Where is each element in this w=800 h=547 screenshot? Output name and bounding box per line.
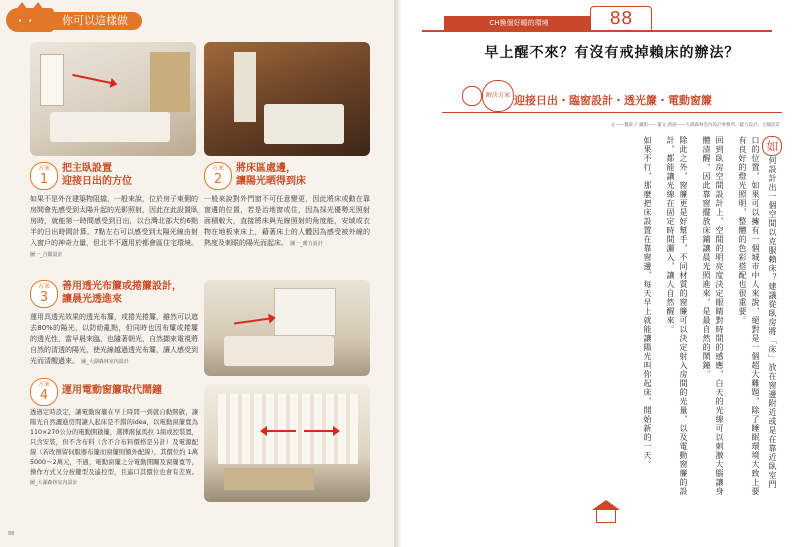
section-3-badge: 方案 3 [30,280,58,308]
section-4-badge: 方案 4 [30,378,58,406]
solution-title: 迎接日出・臨窗設計・透光簾・電動窗簾 [514,94,712,107]
paragraph: 如何設計出一個空間以克服賴床？建議從臥房將「床」放在窗邊附近或是在靠近臥室門口的位置，如果可以擁有一個城市中人來說，絕對是一個超大難題，除了睡眠環境大致上要有良好的燈光照明，整體的色彩搭配也很重要。 [736,136,782,496]
section-3-title: 善用透光布簾或捲簾設計， 讓晨光透進來 [62,281,182,305]
section-4 [30,376,198,516]
arrow-icon [304,430,334,432]
left-header [0,0,394,36]
cat-icon: •• [6,8,54,32]
paragraph: 回到臥房空間設計上，空間的明亮度決定眼睛對時間的感應，白天的光線可以刺激大腦讓身體清醒，因此靠窗擺放床鋪讓晨光照進來，是最自然的鬧鐘。 [702,136,724,496]
section-3 [30,278,198,374]
face-icon [462,86,482,106]
section-1-title: 把主臥設置 迎接日出的方位 [62,163,132,187]
article-credit: 文——魏棠子 攝影——董文 諮詢——大湖森林室內設計事務所、暖力設計、合隅設計 [610,123,780,128]
article-headline: 早上醒不來？有沒有戒掉賴床的辦法？ [484,45,740,61]
right-page [402,0,800,547]
chapter-tab: CH換個好睡的環境 [444,16,594,30]
section-4-body: 透過定時設定，讓電動窗簾在早上時間一到就自動開啟，讓陽光自然灑進房間讓人起床是不錯的idea，以電動窗簾寬為110×270公分的電動開啟簾，選擇潑鼠馬拉 1組或控裝置，只含安裝，但不含布料（含不合布料價格是另計）及電源配線（若改預留伺服器布簾而窗簾則額外配線），其價位約 1萬5000～2萬元，不過，電動窗簾之分電動開關及窗簾寬等，操作方式又分按鍵型及遙控型，且遙口其價位也會有差異。 圖_大湖森林室內設計 [30,409,198,486]
spine-gutter [394,0,402,547]
arrow-icon [234,318,270,325]
paragraph: 如果不行，那麼把床設置在靠窗邊，每天早上就能讓陽光叫你起床，開始新的一天。 [643,136,652,469]
left-page-number: 88 [8,531,15,537]
photo-wood-bedroom [204,42,370,156]
paragraph: 除此之外，窗簾更是好幫手，不同材質的窗簾可以決定射入房間的光量，以及電動窗簾的設計，都能讓光線在固定時間灑入，讓人自然醒來。 [666,136,688,496]
section-2-badge: 方案 2 [204,162,232,190]
left-page [0,0,394,547]
section-3-body: 運用具透光效果的透光布簾，或捲光捲簾，雖然可以遮去80%的陽光，以防紛亂點，但同時也因布簾或捲簾的透光性，當早晨來臨，也隨著朝光，自然擷來電視將自然的清透的陽光，使光線越過透光布簾，讓人感受到光而清醒過來。 圖_大湖森林室內設計 [30,313,198,365]
solution-rule [442,112,782,113]
section-2-title: 將床區處邊， 讓陽光晒得到床 [236,163,306,187]
section-1-badge: 方案 1 [30,162,58,190]
section-1-body: 如果不是外在建築物阻擋，一般來說，位於房子東側的房間會先感受到太陽升起的光影照射，因此在此設置臥房時，就能第一時間感受到日出，以台灣北部大約6點半的日出時間計算，7點左右可以感受到太陽光線由射入窗戶的神奇力量，但北半不適用於都會區住宅環境。 圖一_合隅設計 [30,195,198,258]
section-1 [30,160,198,270]
arrow-icon [72,74,112,84]
chapter-rule [422,30,772,32]
dropcap: 如 [762,136,782,156]
arrow-icon [266,430,296,432]
photo-bedroom-window [30,42,196,156]
solution-badge: 解決方案 [482,80,514,112]
photo-sheer-curtain-bedroom [204,280,370,376]
section-2 [204,160,370,276]
house-icon [592,500,620,524]
chapter-number: 88 [590,6,652,32]
section-4-title: 運用電動窗簾取代鬧鐘 [62,385,162,396]
article-body [420,136,782,496]
photo-living-curtains [204,384,370,502]
left-header-title: 你可以這樣做 [48,12,142,30]
section-2-body: 一般來說對外門窗不可任意變更，因此將床或動在靠窗邊的位置，若是治地窗或住，因為採光優勢光照射面積較大，直接將床與光線照射的角度能，安域或衣物在地板來床上，藉著床上的人體因為感受被外線的熱度及刺眼的陽光而起床。 圖一_暖力設計 [204,195,370,247]
